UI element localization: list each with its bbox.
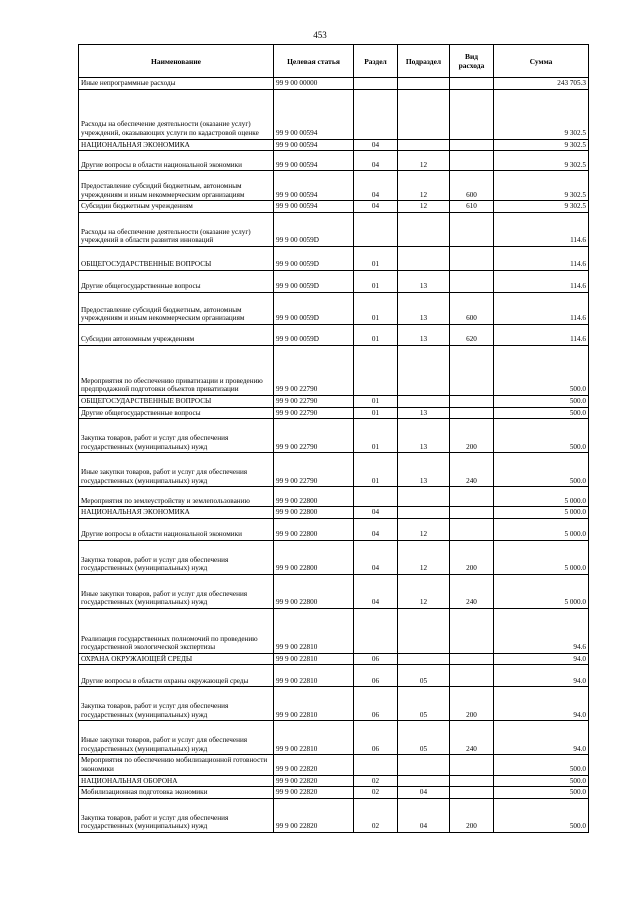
row-subsection: 12	[398, 574, 450, 608]
row-section: 04	[354, 574, 398, 608]
row-section: 01	[354, 292, 398, 324]
row-target-code: 99 9 00 22800	[274, 507, 354, 519]
row-section: 04	[354, 139, 398, 151]
row-amount: 500.0	[494, 395, 589, 407]
header-subsection: Подраздел	[398, 45, 450, 78]
row-amount: 500.0	[494, 345, 589, 395]
row-expense-type: 600	[450, 292, 494, 324]
row-name: Реализация государственных полномочий по проведению государственной экологической экспертизы	[79, 608, 274, 653]
row-name: Субсидии бюджетным учреждениям	[79, 201, 274, 213]
row-name: Другие вопросы в области охраны окружающей среды	[79, 665, 274, 687]
row-name: ОХРАНА ОКРУЖАЮЩЕЙ СРЕДЫ	[79, 653, 274, 665]
row-subsection: 05	[398, 687, 450, 721]
row-expense-type	[450, 151, 494, 171]
row-section: 06	[354, 665, 398, 687]
row-amount: 5 000.0	[494, 487, 589, 507]
row-section: 04	[354, 151, 398, 171]
table-row	[79, 665, 589, 687]
row-amount: 5 000.0	[494, 507, 589, 519]
row-expense-type: 200	[450, 419, 494, 453]
row-section: 06	[354, 687, 398, 721]
table-row	[79, 775, 589, 787]
row-subsection	[398, 78, 450, 90]
row-section: 06	[354, 653, 398, 665]
row-section: 01	[354, 324, 398, 345]
row-target-code: 99 9 00 22800	[274, 487, 354, 507]
row-expense-type	[450, 665, 494, 687]
row-section: 02	[354, 775, 398, 787]
row-amount: 94.0	[494, 653, 589, 665]
table-row	[79, 407, 589, 419]
row-expense-type	[450, 755, 494, 775]
table-row	[79, 608, 589, 653]
row-amount: 114.6	[494, 246, 589, 270]
row-amount: 9 302.5	[494, 201, 589, 213]
page-number: 453	[313, 30, 327, 40]
header-target: Целевая статья	[274, 45, 354, 78]
row-name: Другие общегосударственные вопросы	[79, 407, 274, 419]
row-subsection: 12	[398, 151, 450, 171]
row-section: 04	[354, 540, 398, 574]
row-amount: 94.0	[494, 665, 589, 687]
row-name: Другие общегосударственные вопросы	[79, 270, 274, 292]
row-name: Мероприятия по землеустройству и землепользованию	[79, 487, 274, 507]
row-name: Предоставление субсидий бюджетным, автономным учреждениям и иным некоммерческим организациям	[79, 171, 274, 201]
row-section: 01	[354, 453, 398, 487]
row-subsection	[398, 608, 450, 653]
row-target-code: 99 9 00 00594	[274, 171, 354, 201]
row-amount: 9 302.5	[494, 151, 589, 171]
row-subsection: 12	[398, 518, 450, 540]
row-expense-type	[450, 270, 494, 292]
row-expense-type	[450, 507, 494, 519]
row-target-code: 99 9 00 00000	[274, 78, 354, 90]
row-subsection	[398, 212, 450, 246]
table-row	[79, 270, 589, 292]
table-row	[79, 345, 589, 395]
row-subsection: 12	[398, 171, 450, 201]
row-amount: 9 302.5	[494, 89, 589, 139]
row-subsection	[398, 775, 450, 787]
row-subsection: 13	[398, 292, 450, 324]
row-subsection	[398, 246, 450, 270]
row-target-code: 99 9 00 22800	[274, 540, 354, 574]
table-body	[79, 78, 589, 833]
row-name: Иные закупки товаров, работ и услуг для обеспечения государственных (муниципальных) нужд	[79, 453, 274, 487]
table-row	[79, 574, 589, 608]
table-row	[79, 419, 589, 453]
row-name: Иные закупки товаров, работ и услуг для обеспечения государственных (муниципальных) нужд	[79, 574, 274, 608]
row-target-code: 99 9 00 22790	[274, 395, 354, 407]
table-row	[79, 755, 589, 775]
row-target-code: 99 9 00 0059D	[274, 246, 354, 270]
row-expense-type: 200	[450, 540, 494, 574]
row-name: Другие вопросы в области национальной экономики	[79, 518, 274, 540]
row-target-code: 99 9 00 00594	[274, 89, 354, 139]
header-expense-type: Вид расхода	[450, 45, 494, 78]
row-target-code: 99 9 00 00594	[274, 201, 354, 213]
row-amount: 500.0	[494, 407, 589, 419]
row-section: 01	[354, 395, 398, 407]
row-subsection: 05	[398, 665, 450, 687]
row-section: 01	[354, 407, 398, 419]
row-expense-type	[450, 487, 494, 507]
row-target-code: 99 9 00 22800	[274, 518, 354, 540]
table-row	[79, 787, 589, 799]
row-name: Расходы на обеспечение деятельности (оказание услуг) учреждений в области развития инноваций	[79, 212, 274, 246]
row-amount: 500.0	[494, 799, 589, 833]
row-name: Мероприятия по обеспечению приватизации и проведению предпродажной подготовки объектов приватизации	[79, 345, 274, 395]
row-subsection	[398, 139, 450, 151]
row-section: 01	[354, 246, 398, 270]
row-amount: 500.0	[494, 775, 589, 787]
table-row	[79, 540, 589, 574]
row-expense-type: 240	[450, 574, 494, 608]
row-amount: 500.0	[494, 787, 589, 799]
row-subsection: 13	[398, 419, 450, 453]
row-name: Субсидии автономным учреждениям	[79, 324, 274, 345]
row-section: 02	[354, 787, 398, 799]
row-subsection	[398, 653, 450, 665]
row-expense-type	[450, 246, 494, 270]
row-subsection	[398, 89, 450, 139]
row-expense-type: 200	[450, 687, 494, 721]
row-expense-type	[450, 345, 494, 395]
row-subsection: 12	[398, 201, 450, 213]
row-subsection	[398, 487, 450, 507]
row-amount: 94.0	[494, 687, 589, 721]
row-section: 01	[354, 270, 398, 292]
row-subsection	[398, 755, 450, 775]
row-target-code: 99 9 00 0059D	[274, 212, 354, 246]
row-target-code: 99 9 00 00594	[274, 151, 354, 171]
row-expense-type	[450, 407, 494, 419]
row-name: Другие вопросы в области национальной экономики	[79, 151, 274, 171]
row-section: 04	[354, 507, 398, 519]
table-row	[79, 395, 589, 407]
row-section	[354, 212, 398, 246]
row-expense-type	[450, 78, 494, 90]
row-amount: 114.6	[494, 270, 589, 292]
row-expense-type	[450, 775, 494, 787]
row-amount: 114.6	[494, 212, 589, 246]
table-row	[79, 139, 589, 151]
row-section	[354, 78, 398, 90]
row-target-code: 99 9 00 22790	[274, 345, 354, 395]
row-section: 06	[354, 721, 398, 755]
row-expense-type: 240	[450, 453, 494, 487]
row-section: 04	[354, 171, 398, 201]
table-row	[79, 507, 589, 519]
row-target-code: 99 9 00 22790	[274, 419, 354, 453]
row-subsection	[398, 507, 450, 519]
header-amount: Сумма	[494, 45, 589, 78]
row-amount: 500.0	[494, 755, 589, 775]
row-amount: 5 000.0	[494, 518, 589, 540]
table-row	[79, 212, 589, 246]
row-target-code: 99 9 00 0059D	[274, 292, 354, 324]
row-name: НАЦИОНАЛЬНАЯ ОБОРОНА	[79, 775, 274, 787]
table-row	[79, 799, 589, 833]
table-row	[79, 89, 589, 139]
row-name: НАЦИОНАЛЬНАЯ ЭКОНОМИКА	[79, 507, 274, 519]
row-amount: 114.6	[494, 292, 589, 324]
row-name: НАЦИОНАЛЬНАЯ ЭКОНОМИКА	[79, 139, 274, 151]
row-target-code: 99 9 00 0059D	[274, 324, 354, 345]
row-section	[354, 755, 398, 775]
row-target-code: 99 9 00 22820	[274, 787, 354, 799]
table-header-row	[79, 45, 589, 78]
row-subsection: 05	[398, 721, 450, 755]
row-target-code: 99 9 00 22810	[274, 665, 354, 687]
table-row	[79, 78, 589, 90]
table-row	[79, 453, 589, 487]
row-expense-type	[450, 518, 494, 540]
row-subsection: 13	[398, 270, 450, 292]
row-expense-type: 610	[450, 201, 494, 213]
table-row	[79, 171, 589, 201]
row-expense-type	[450, 139, 494, 151]
row-name: Мероприятия по обеспечению мобилизационной готовности экономики	[79, 755, 274, 775]
row-amount: 9 302.5	[494, 139, 589, 151]
row-section: 04	[354, 518, 398, 540]
row-name: Иные закупки товаров, работ и услуг для обеспечения государственных (муниципальных) нужд	[79, 721, 274, 755]
row-target-code: 99 9 00 22810	[274, 721, 354, 755]
row-amount: 9 302.5	[494, 171, 589, 201]
table-row	[79, 687, 589, 721]
row-section: 04	[354, 201, 398, 213]
row-expense-type	[450, 608, 494, 653]
row-subsection: 13	[398, 407, 450, 419]
row-section	[354, 345, 398, 395]
row-subsection: 04	[398, 787, 450, 799]
row-subsection: 12	[398, 540, 450, 574]
row-section: 01	[354, 419, 398, 453]
row-amount: 5 000.0	[494, 574, 589, 608]
table-row	[79, 151, 589, 171]
table-row	[79, 324, 589, 345]
row-amount: 94.0	[494, 721, 589, 755]
row-name: Закупка товаров, работ и услуг для обеспечения государственных (муниципальных) нужд	[79, 540, 274, 574]
row-target-code: 99 9 00 22800	[274, 574, 354, 608]
row-expense-type: 200	[450, 799, 494, 833]
row-name: Иные непрограммные расходы	[79, 78, 274, 90]
row-amount: 94.6	[494, 608, 589, 653]
row-target-code: 99 9 00 22810	[274, 608, 354, 653]
row-subsection	[398, 395, 450, 407]
row-subsection	[398, 345, 450, 395]
row-name: ОБЩЕГОСУДАРСТВЕННЫЕ ВОПРОСЫ	[79, 395, 274, 407]
row-expense-type	[450, 653, 494, 665]
row-name: Закупка товаров, работ и услуг для обеспечения государственных (муниципальных) нужд	[79, 687, 274, 721]
table-row	[79, 246, 589, 270]
row-target-code: 99 9 00 22820	[274, 755, 354, 775]
table-row	[79, 487, 589, 507]
row-subsection: 04	[398, 799, 450, 833]
row-amount: 5 000.0	[494, 540, 589, 574]
row-target-code: 99 9 00 22820	[274, 775, 354, 787]
row-subsection: 13	[398, 453, 450, 487]
row-amount: 243 705.3	[494, 78, 589, 90]
table-row	[79, 292, 589, 324]
row-expense-type	[450, 212, 494, 246]
row-section	[354, 608, 398, 653]
row-expense-type: 240	[450, 721, 494, 755]
header-section: Раздел	[354, 45, 398, 78]
row-expense-type: 600	[450, 171, 494, 201]
row-target-code: 99 9 00 0059D	[274, 270, 354, 292]
row-name: ОБЩЕГОСУДАРСТВЕННЫЕ ВОПРОСЫ	[79, 246, 274, 270]
row-section	[354, 89, 398, 139]
table-row	[79, 721, 589, 755]
row-section	[354, 487, 398, 507]
row-name: Предоставление субсидий бюджетным, автономным учреждениям и иным некоммерческим организациям	[79, 292, 274, 324]
row-name: Закупка товаров, работ и услуг для обеспечения государственных (муниципальных) нужд	[79, 799, 274, 833]
row-expense-type: 620	[450, 324, 494, 345]
row-name: Мобилизационная подготовка экономики	[79, 787, 274, 799]
row-name: Закупка товаров, работ и услуг для обеспечения государственных (муниципальных) нужд	[79, 419, 274, 453]
row-amount: 500.0	[494, 453, 589, 487]
row-amount: 114.6	[494, 324, 589, 345]
row-target-code: 99 9 00 22790	[274, 407, 354, 419]
table-row	[79, 518, 589, 540]
row-amount: 500.0	[494, 419, 589, 453]
row-expense-type	[450, 787, 494, 799]
row-target-code: 99 9 00 22820	[274, 799, 354, 833]
table-row	[79, 201, 589, 213]
header-name: Наименование	[79, 45, 274, 78]
row-target-code: 99 9 00 22790	[274, 453, 354, 487]
table-row	[79, 653, 589, 665]
row-target-code: 99 9 00 22810	[274, 653, 354, 665]
row-subsection: 13	[398, 324, 450, 345]
row-section: 02	[354, 799, 398, 833]
row-expense-type	[450, 89, 494, 139]
row-target-code: 99 9 00 22810	[274, 687, 354, 721]
row-target-code: 99 9 00 00594	[274, 139, 354, 151]
budget-table	[78, 44, 589, 833]
row-name: Расходы на обеспечение деятельности (оказание услуг) учреждений, оказывающих услуги по кадастровой оценке	[79, 89, 274, 139]
row-expense-type	[450, 395, 494, 407]
